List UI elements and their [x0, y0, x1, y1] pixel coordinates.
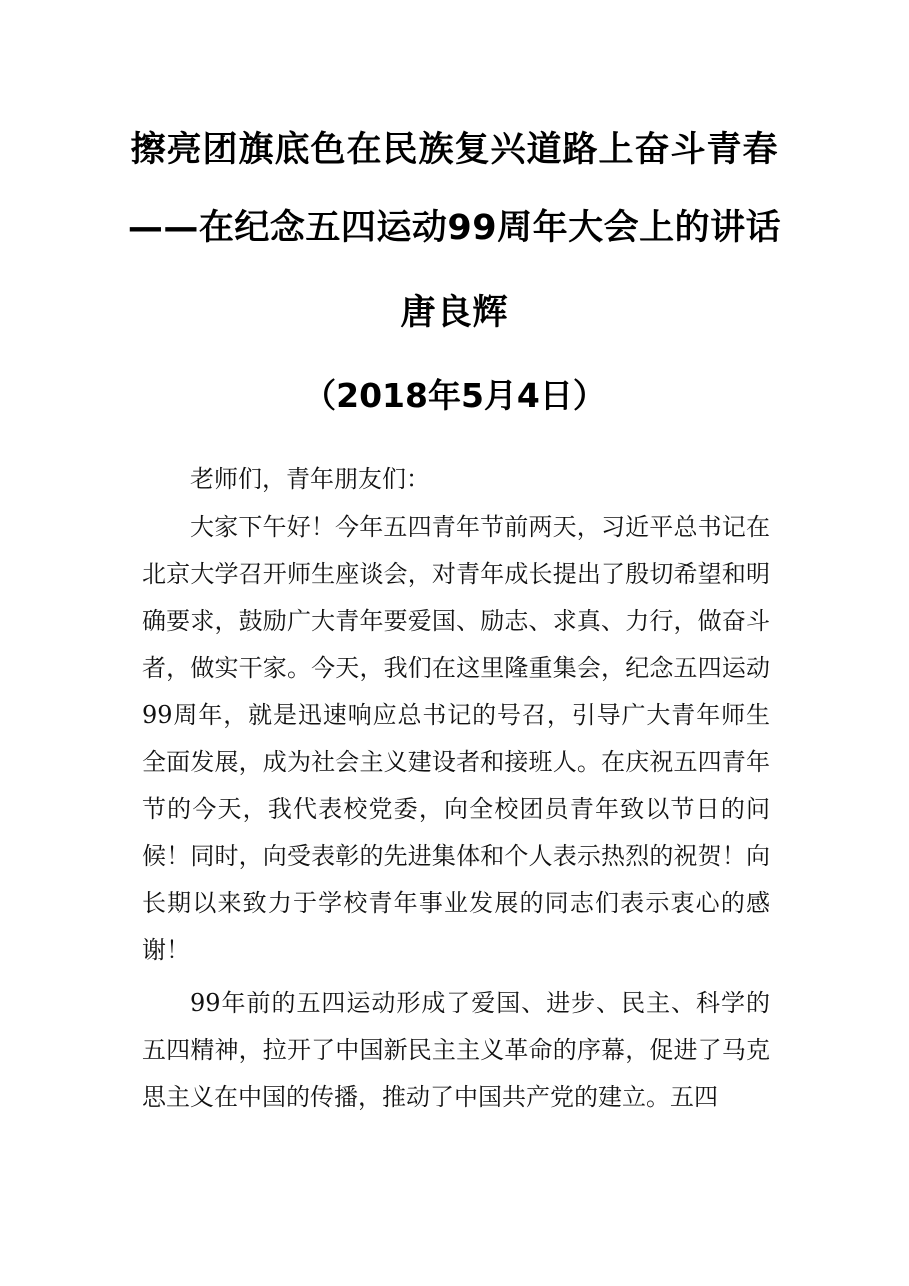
document-subtitle: ——在纪念五四运动99周年大会上的讲话	[127, 208, 782, 248]
document-author: 唐良辉	[400, 293, 509, 333]
body-paragraph: 99年前的五四运动形成了爱国、进步、民主、科学的五四精神，拉开了中国新民主主义革命的序幕，促进了马克思主义在中国的传播，推动了中国共产党的建立。五四	[142, 989, 770, 1111]
document-title: 擦亮团旗底色在民族复兴道路上奋斗青春	[130, 130, 779, 170]
body-paragraph: 大家下午好！今年五四青年节前两天，习近平总书记在北京大学召开师生座谈会，对青年成长提出了殷切希望和明确要求，鼓励广大青年要爱国、励志、求真、力行，做奋斗者，做实干家。今天，我们在这里隆重集会，纪念五四运动99周年，就是迅速响应总书记的号召，引导广大青年师生全面发展，成为社会主义建设者和接班人。在庆祝五四青年节的今天，我代表校党委，向全校团员青年致以节日的问候！同时，向受表彰的先进集体和个人表示热烈的祝贺！向长期以来致力于学校青年事业发展的同志们表示衷心的感谢！	[142, 513, 770, 964]
salutation: 老师们，青年朋友们：	[190, 465, 430, 493]
document-date: （2018年5月4日）	[303, 376, 606, 415]
